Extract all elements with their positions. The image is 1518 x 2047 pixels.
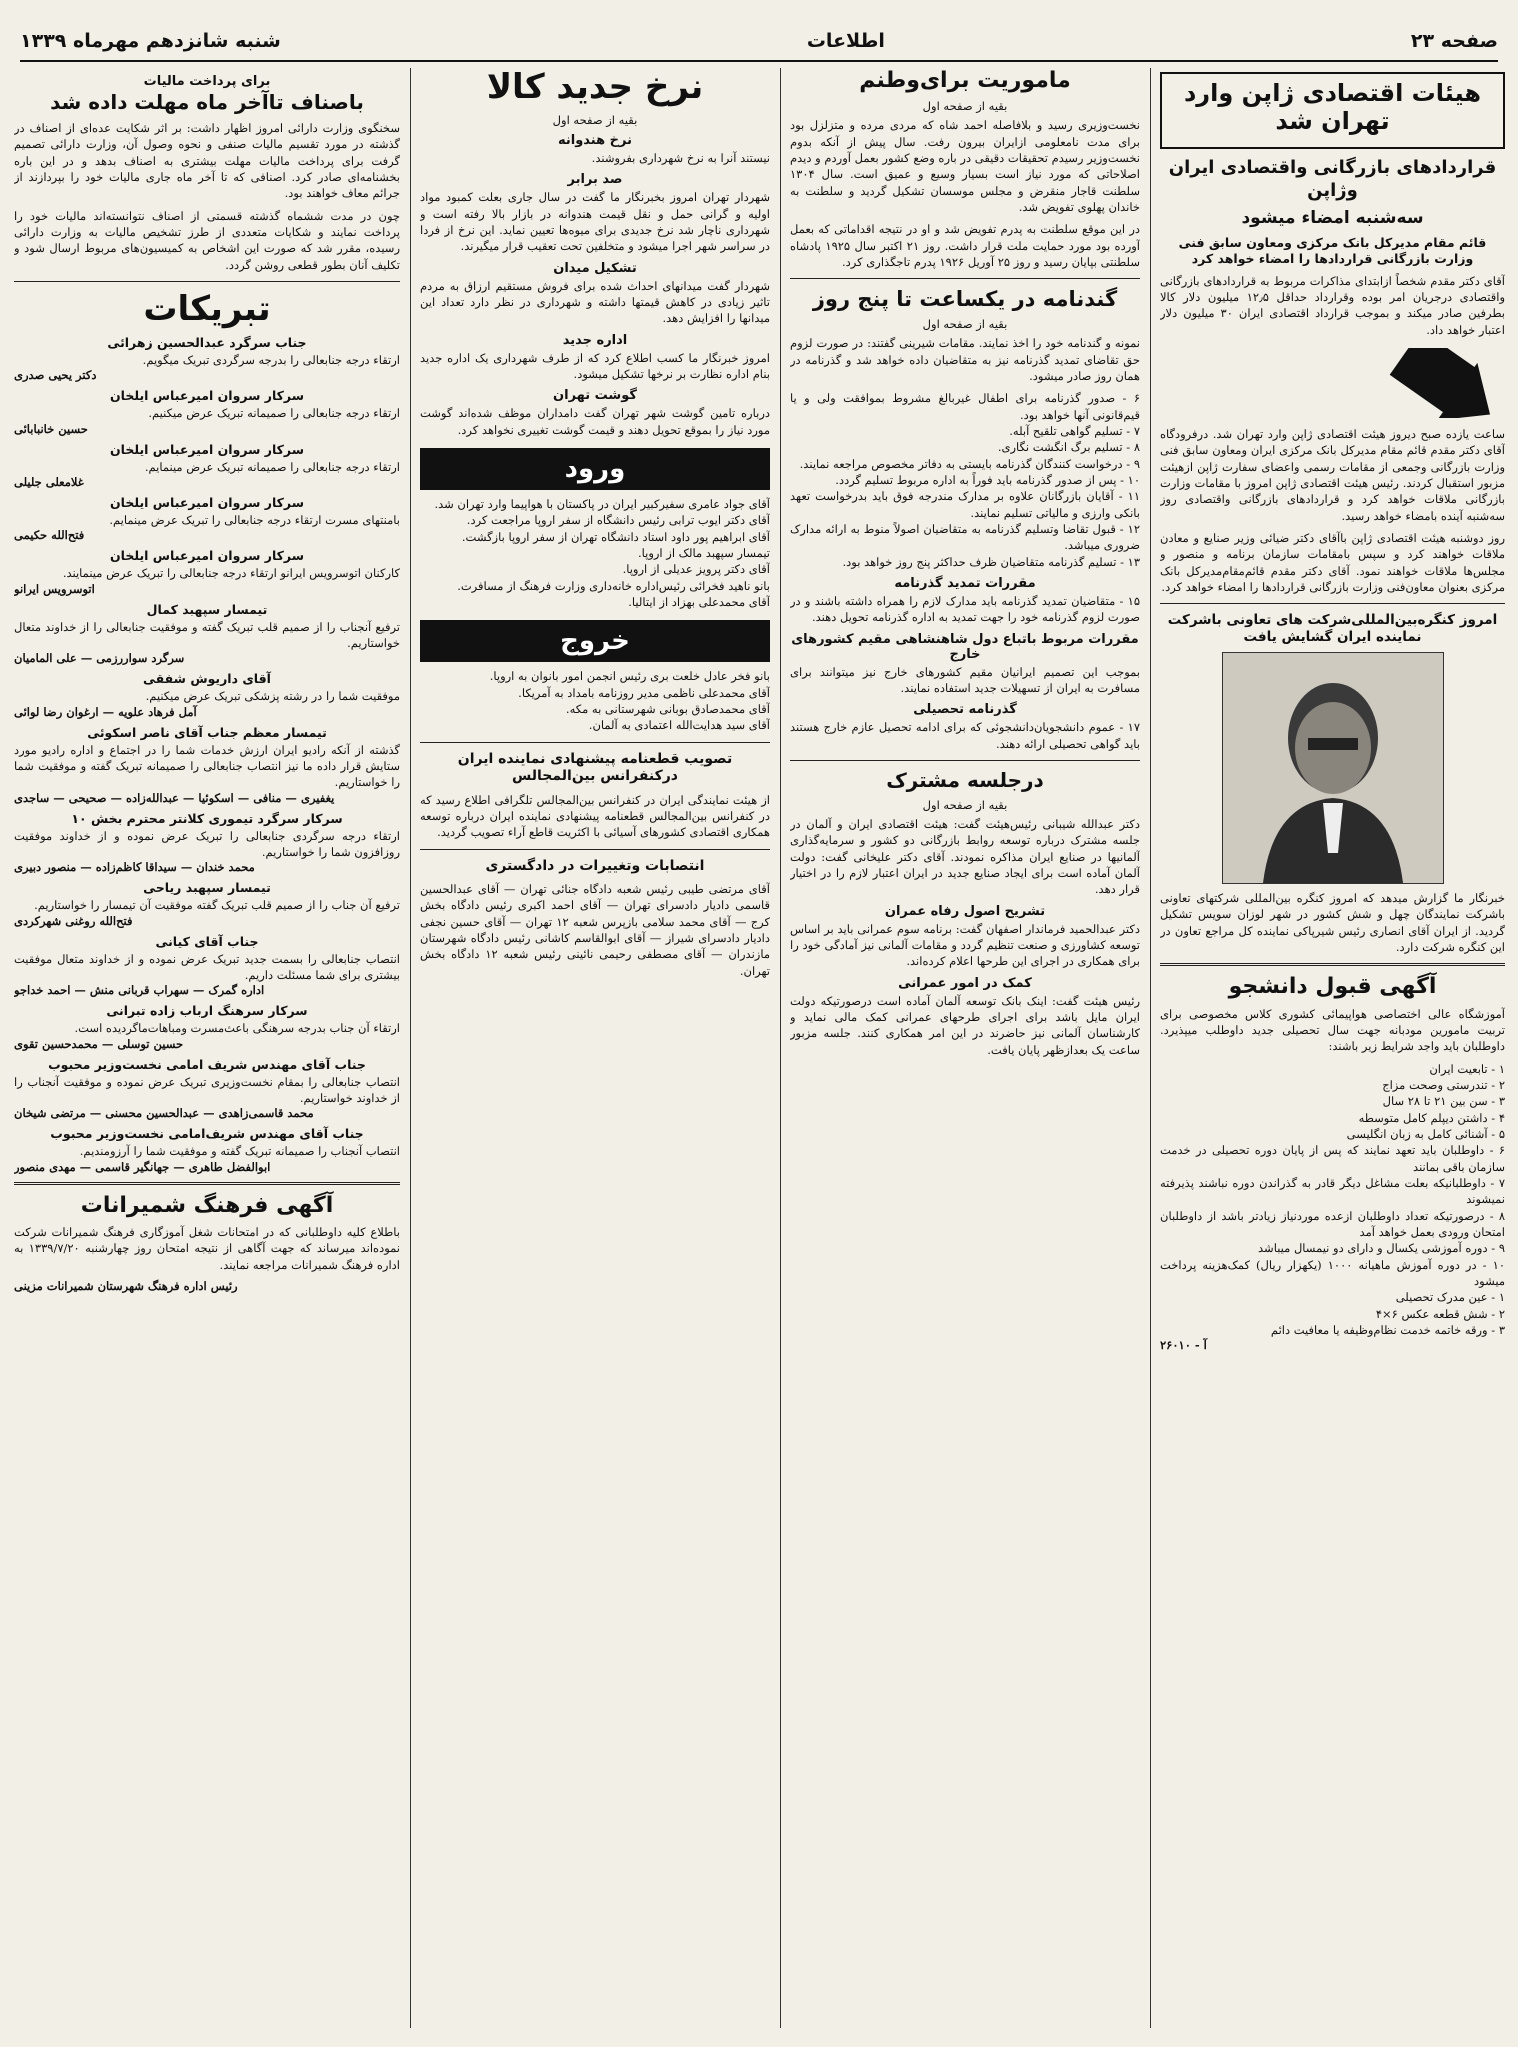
- divider: [1160, 963, 1505, 966]
- meat-body: درباره تامین گوشت شهر تهران گفت دامداران موظف شده‌اند گوشت مورد نیاز را بموقع تحویل دهند و قیمت گوشت تغییری نخواهد کرد.: [420, 406, 770, 437]
- mission-body-2: در این موقع سلطنت به پدرم تفویض شد و او در نتیجه اقداماتی که بعمل آورده بود مورد حمایت ملت قرار داشت. روز ۲۱ اکتبر سال ۱۹۲۵ پادشاه سلطنتی بپایان رسید و روز ۲۵ آوریل ۱۹۲۶ پدرم تاجگذاری کرد.: [790, 222, 1140, 269]
- congrats-item: [14, 548, 400, 595]
- list-item: ۲ - شش قطعه عکس ۶×۴: [1375, 1306, 1505, 1321]
- masthead: [20, 22, 1498, 62]
- subhead-market: تشکیل میدان: [553, 260, 637, 276]
- subhead-travel: مقررات مربوط باتباع دول شاهنشاهی مقیم کشورهای خارج: [791, 631, 1139, 662]
- headline-passport: گندنامه در یکساعت تا پنج روز: [812, 287, 1118, 312]
- subhead-meat: گوشت تهران: [553, 388, 637, 404]
- item-signature: سرگرد سواررزمی — علی المامیان: [14, 651, 185, 666]
- item-body: ارتقاء آن جناب بدرجه سرهنگی باعث‌مسرت ومباهات‌ماگردیده است.: [74, 1021, 400, 1036]
- list-item: تیمسار سپهبد مالک از اروپا.: [637, 546, 770, 561]
- arrow-icon: [1385, 348, 1505, 418]
- arrivals-banner: ورود: [420, 448, 770, 490]
- article-intro: آقای دکتر مقدم شخصاً ازابتدای مذاکرات مربوط به قراردادهای بازرگانی واقتصادی درجریان امر بوده وقرارداد حداقل ۱۲٫۵ میلیون دلار کالا بطرفین صادر میکند و بموجب قرارداد اقتصادی ایران ۳۰ میلیون دلار اعتبار خواهد داد.: [1160, 273, 1505, 337]
- headline-prices: نرخ جدید کالا: [486, 68, 704, 107]
- headline-tax: باصناف تاآخر ماه مهلت داده شد: [50, 90, 364, 114]
- subhead-aid: کمک در امور عمرانی: [898, 975, 1032, 991]
- list-item: ۲ - تندرستی وصحت مزاج: [1382, 1077, 1505, 1092]
- list-item: ۴ - داشتن دیپلم کامل متوسطه: [1358, 1110, 1505, 1125]
- list-item: ۵ - آشنائی کامل به زبان انگلیسی: [1346, 1126, 1505, 1141]
- ad-student-body: آموزشگاه عالی اختصاصی هواپیمائی کشوری کلاس مخصوصی برای تربیت مامورین مودبانه جهت سال تحصیلی جدید داوطلب میپذیرد. داوطلبان باید واجد شرایط زیر باشند:: [1160, 1006, 1505, 1054]
- judiciary-body: آقای مرتضی طیبی رئیس شعبه دادگاه جنائی تهران — آقای عبدالحسین قاسمی دادیار دادسرای تهران — آقای احمد اکبری رئیس دادگاه بخش کرج — آقای محمد سلامی بازپرس شعبه ۱۲ تهران — آقای حسین نجفی دادیار دادسرای شیراز — آقای ابوالقاسم کاشانی رئیس دادگاه شهرستان مازندران — آقای مصطفی رحیمی نائینی رئیس شعبه ۱۲ دادگاه بخش تهران.: [420, 882, 770, 978]
- market-body: شهردار گفت میدانهای احداث شده برای فروش مستقیم ارزاق به مردم تاثیر زیادی در کاهش قیمتها داشته و شهرداری در نظر دارد تعداد این میدانها را افزایش دهد.: [420, 278, 770, 326]
- list-item: آقای محمدصادق بوبانی شهرستانی به مکه.: [565, 701, 770, 716]
- passport-body: نمونه و گندنامه خود را اخذ نمایند. مقامات شیرینی گفتند: در صورت لزوم حق تقاضای تمدید گذرنامه نیز به متقاضیان داده خواهد شد و گذرنامه در همان روز صادر میشود.: [790, 336, 1140, 384]
- list-item: آقای دکتر پرویز عدیلی از اروپا.: [622, 562, 770, 577]
- item-body: ارتقاء درجه جنابعالی را صمیمانه تبریک عرض مینمایم.: [144, 459, 400, 474]
- column-rule: [780, 68, 781, 2028]
- issue-date: شنبه شانزدهم مهرماه ۱۳۳۹: [20, 30, 281, 52]
- list-item: ۹ - درخواست کنندگان گذرنامه بایستی به دفاتر مخصوص مراجعه نمایند.: [799, 456, 1140, 471]
- item-title: سرکار سرگرد تیموری کلانتر محترم بخش ۱۰: [71, 810, 343, 826]
- congrats-item: [14, 388, 400, 435]
- list-item: بانو فخر عادل خلعت بری رئیس انجمن امور بانوان به اروپا.: [489, 669, 770, 684]
- item-title: جناب آقای مهندس شریف‌امامی نخست‌وزیر محبوب: [50, 1126, 364, 1142]
- item-body: انتصاب آنجناب را صمیمانه تبریک گفته و موفقیت شما را آرزومندیم.: [79, 1144, 400, 1159]
- reform-body: دکتر عبدالحمید فرماندار اصفهان گفت: برنامه سوم عمرانی باید بر اساس توسعه کشاورزی و صنعت تنظیم گردد و مقامات آلمانی نیز آمادگی خود را برای همکاری در اجرای این طرحها اعلام کرده‌اند.: [790, 921, 1140, 969]
- list-item: ۱۱ - آقایان بازرگانان علاوه بر مدارک مندرجه فوق باید بدرخواست تعهد بانکی وارزی و مالیاتی تسلیم نمایند.: [790, 489, 1140, 520]
- item-signature: غلامعلی جلیلی: [14, 475, 84, 490]
- item-title: جناب سرگرد عبدالحسین زهرائی: [107, 335, 307, 351]
- list-item: ۱ - تابعیت ایران: [1429, 1061, 1505, 1076]
- list-item: ۱ - عین مدرک تحصیلی: [1395, 1290, 1505, 1305]
- article-body-2: روز دوشنبه هیئت اقتصادی ژاپن باآقای دکتر ضیائی وزیر صنایع و معادن ملاقات خواهند کرد و سپس بامقامات سازمان برنامه و منصور و مجلس‌ها ملاقات خواهند نمود. آقای دکتر مقدم قائم‌مقام‌مدیرکل بانک مرکزی بعنوان معاون‌فنی وزارت بازرگانی قراردادها را امضاء خواهد کرد.: [1160, 530, 1505, 594]
- column-prices: [420, 68, 770, 2028]
- divider: [420, 849, 770, 850]
- congrats-item: [14, 880, 400, 927]
- list-item: ۸ - تسلیم برگ انگشت نگاری.: [997, 440, 1140, 455]
- item-title: آقای داریوش شفقی: [143, 671, 271, 687]
- item-title: سرکار سرهنگ ارباب زاده تبرانی: [106, 1003, 308, 1019]
- item-signature: اداره گمرک — سهراب قربانی منش — احمد خداجو: [14, 983, 265, 998]
- subhead-deputy: قائم مقام مدیرکل بانک مرکزی ومعاون سابق فنی وزارت بازرگانی قراردادها را امضاء خواهد کرد: [1178, 235, 1487, 267]
- office-body: امروز خبرنگار ما کسب اطلاع کرد که از طرف شهرداری یک اداره جدید بنام اداره نظارت بر نرخها تشکیل میشود.: [420, 350, 770, 382]
- list-item: ۱۰ - پس از صدور گذرنامه باید فوراً به اداره مربوط تسلیم گردد.: [835, 473, 1140, 488]
- subhead-watermelon: نرخ هندوانه: [558, 133, 632, 149]
- headline-box: [1160, 72, 1505, 149]
- congrats-item: [14, 1003, 400, 1050]
- item-signature: دکتر یحیی صدری: [14, 368, 97, 383]
- congress-headline: امروز کنگره‌بین‌المللی‌شرکت های تعاونی باشرکت نماینده ایران گشایش یافت: [1167, 612, 1498, 646]
- conference-body: از هیئت نمایندگی ایران در کنفرانس بین‌المجالس تلگرافی اطلاع رسید که در کنفرانس بین‌المجالس قطعنامه پیشنهادی نماینده ایران درباره توسعه همکاری اقتصادی کشورهای آسیائی با اکثریت قاطع آراء تصویب گردید.: [420, 792, 770, 840]
- item-signature: ابوالفضل طاهری — جهانگیر قاسمی — مهدی منصور: [14, 1159, 271, 1174]
- item-signature: حسین توسلی — محمدحسین تقوی: [14, 1036, 184, 1051]
- item-body: ارتقاء درجه جنابعالی را بدرجه سرگردی تبریک میگویم.: [142, 353, 400, 368]
- item-title: تیمسار معظم جناب آقای ناصر اسکوئی: [87, 724, 327, 740]
- article-body: ساعت یازده صبح دیروز هیئت اقتصادی ژاپن وارد تهران شد. درفرودگاه آقای دکتر مقدم قائم مقام مدیرکل بانک مرکزی ایران ومعاون سابق فنی وزارت بازرگانی وجمعی از مقامات رسمی واعضای سفارت ژاپن ازهیئت مزبور استقبال کردند. رئیس هیئت اقتصادی ژاپن امروز با مقامات وزارت بازرگانی ملاقات خواهد کرد و قراردادهای بازرگانی واقتصادی روز سه‌شنبه آینده بامضاء خواهد رسید.: [1160, 427, 1505, 523]
- headline-judiciary: انتصابات وتغییرات در دادگستری: [485, 857, 705, 874]
- congrats-item: [14, 811, 400, 875]
- subhead-reform: تشریح اصول رفاه عمران: [884, 903, 1046, 919]
- list-item: ۶ - داوطلبان باید تعهد نمایند که پس از پایان دوره تحصیلی در خدمت سازمان باقی بمانند: [1160, 1143, 1505, 1174]
- item-title: سرکار سروان امیرعباس ایلخان: [109, 495, 304, 511]
- list-item: ۱۲ - قبول تقاضا وتسلیم گذرنامه به متقاضیان اصولاً منوط به ارائه مدارک ضروری میباشد.: [790, 522, 1140, 553]
- list-item: ۳ - ورقه خاتمه خدمت نظام‌وظیفه یا معافیت دائم: [1270, 1322, 1505, 1337]
- column-rule: [1150, 68, 1151, 2028]
- subhead-hundredfold: صد برابر: [567, 172, 623, 188]
- item-body: موفقیت شما را در رشته پزشکی تبریک عرض میکنیم.: [145, 689, 400, 704]
- continued-label: بقیه از صفحه اول: [922, 797, 1008, 812]
- congrats-item: [14, 495, 400, 542]
- item-signature: فتح‌الله حکیمی: [14, 528, 85, 543]
- list-item: ۱۳ - تسلیم گذرنامه متقاضیان ظرف حداکثر پنج روز خواهد بود.: [842, 554, 1140, 569]
- list-item: آقای محمدعلی بهزاد از ایتالیا.: [628, 595, 770, 609]
- item-body: گذشته از آنکه رادیو ایران ارزش خدمات شما را در اجتماع و اداره رادیو مورد ستایش قرار داده ما نیز انتصاب جنابعالی را صمیمانه تبریک گفته و موفقیت شما را خواستاریم.: [14, 742, 400, 790]
- continued-label: بقیه از صفحه اول: [552, 113, 638, 128]
- ad-signature: آ - ۲۶۰۱۰: [1160, 1338, 1207, 1353]
- item-signature: محمد قاسمی‌زاهدی — عبدالحسین محسنی — مرتضی شیخان: [14, 1106, 314, 1121]
- ad-shemiranat-body: باطلاع کلیه داوطلبانی که در امتحانات شغل آموزگاری فرهنگ شمیرانات شرکت نموده‌اند میرساند که جهت آگاهی از نتیجه امتحان روز چهارشنبه ۱۳۳۹/۷/۲۰ به اداره فرهنگ شمیرانات مراجعه نمایند.: [14, 1224, 400, 1272]
- list-item: آقای جواد عامری سفیرکبیر ایران در پاکستان با هواپیما وارد تهران شد.: [434, 497, 770, 512]
- prices-body-lead: نیستند آنرا به نرخ شهرداری بفروشند.: [591, 151, 770, 166]
- student-body: ۱۷ - عموم دانشجویان‌دانشجوئی که برای ادامه تحصیل عازم خارج هستند باید گواهی تحصیلی ارائه دهند.: [790, 720, 1140, 751]
- item-signature: آمل فرهاد علویه — ارغوان رضا لوائی: [14, 704, 197, 719]
- item-signature: یغفیری — منافی — اسکوئیا — عبدالله‌زاده — صحیحی — ساجدی: [14, 790, 335, 805]
- subhead-new-office: اداره جدید: [562, 332, 628, 348]
- item-body: انتصاب جنابعالی را بمقام نخست‌وزیری تبریک عرض نموده و موفقیت آنجناب را از خداوند خواستاریم.: [14, 1074, 400, 1105]
- ad-shemiranat-signature: رئیس اداره فرهنگ شهرستان شمیرانات مزینی: [14, 1278, 238, 1293]
- departures-banner: خروج: [420, 620, 770, 662]
- continued-label: بقیه از صفحه اول: [922, 317, 1008, 332]
- item-title: تیمسار سپهبد کمال: [146, 601, 268, 617]
- item-title: جناب آقای کیانی: [155, 933, 259, 949]
- divider: [1160, 603, 1505, 604]
- item-title: تیمسار سپهبد ریاحی: [143, 880, 271, 896]
- congrats-item: [14, 1057, 400, 1121]
- item-body: کارکنان اتوسرویس ایرانو ارتقاء درجه جنابعالی را تبریک عرض مینمایند.: [62, 566, 400, 581]
- tax-body: سخنگوی وزارت دارائی امروز اظهار داشت: بر اثر شکایت عده‌ای از اصناف در گذشته در مورد تقسیم مالیات صنفی و نحوه وصول آن، وزارت دارائی تصمیم گرفت برای پرداخت مالیات مهلت بیشتری به اصناف بدهد و در این باره بخشنامه‌ای صادر کرد. اصنافی که تا آخر ماه جاری مالیات خود را بپردازند از جرائم معاف خواهند بود.: [14, 121, 400, 201]
- item-body: ارتقاء درجه جنابعالی را صمیمانه تبریک عرض میکنیم.: [148, 406, 400, 421]
- list-item: ۱۰ - در دوره آموزش ماهیانه ۱۰۰۰ (یکهزار ریال) کمک‌هزینه پرداخت میشود: [1160, 1257, 1505, 1288]
- item-signature: حسین خانبابائی: [14, 421, 88, 436]
- divider: [420, 742, 770, 743]
- list-item: ۹ - دوره آموزشی یکسال و دارای دو نیمسال میباشد: [1258, 1241, 1505, 1256]
- congrats-item: [14, 335, 400, 382]
- congrats-item: [14, 725, 400, 805]
- headline-joint-session: درجلسه مشترک: [886, 767, 1044, 792]
- aid-body: رئیس هیئت گفت: اینک بانک توسعه آلمان آماده است درصورتیکه دولت ایران مایل باشد برای اجرای طرحهای عمرانی کمک مالی نماید و کارشناسان آلمانی نیز حاضرند در این امر همکاری کنند. جلسه مزبور ساعت یک بعدازظهر پایان یافت.: [790, 993, 1140, 1057]
- list-item: ۶ - صدور گذرنامه برای اطفال غیربالغ مشروط بموافقت ولی و یا قیم‌قانونی آنها خواهد بود.: [790, 391, 1140, 422]
- congrats-item: [14, 602, 400, 666]
- item-body: ترفیع آنجناب را از صمیم قلب تبریک گفته و موفقیت جنابعالی را از خداوند متعال خواستاریم.: [14, 619, 400, 651]
- continued-label: بقیه از صفحه اول: [922, 99, 1008, 114]
- list-item: آقای محمدعلی ناظمی مدیر روزنامه بامداد به آمریکا.: [518, 685, 770, 700]
- paper-name: اطلاعات: [806, 30, 885, 52]
- subhead-student: گذرنامه تحصیلی: [913, 702, 1017, 718]
- congrats-item: [14, 671, 400, 718]
- congrats-item: [14, 442, 400, 489]
- ad-student-title: آگهی قبول دانشجو: [1228, 974, 1437, 1000]
- item-body: بامنتهای مسرت ارتقاء درجه جنابعالی را تبریک عرض مینمایم.: [109, 513, 400, 528]
- tax-kicker: برای پرداخت مالیات: [143, 74, 271, 89]
- column-economy: [1160, 68, 1505, 2028]
- travel-body: بموجب این تصمیم ایرانیان مقیم کشورهای خارج نیز میتوانند برای مسافرت به ایران از تسهیلات جدید استفاده نمایند.: [790, 664, 1140, 695]
- divider: [790, 278, 1140, 279]
- item-signature: محمد خندان — سیداقا کاظم‌زاده — منصور دبیری: [14, 860, 255, 875]
- list-item: آقای دکتر ایوب ترابی رئیس دانشگاه از سفر اروپا مراجعت کرد.: [466, 513, 770, 528]
- subhead-contracts: قراردادهای بازرگانی واقتصادی ایران وژاپن: [1168, 157, 1497, 201]
- congress-body: خبرنگار ما گزارش میدهد که امروز کنگره بین‌المللی شرکتهای تعاونی باشرکت نمایندگان چهل و شش کشور در شهر لوزان سویس تشکیل گردید. از ایران آقای انصاری رئیس شیرپاکی نماینده کل مراجع تعاون در این کنگره شرکت دارد.: [1160, 891, 1505, 955]
- list-item: بانو ناهید فخرائی رئیس‌اداره خانه‌داری وزارت فرهنگ از مسافرت.: [457, 578, 770, 593]
- column-rule: [410, 68, 411, 2028]
- list-item: ۷ - تسلیم گواهی تلقیح آبله.: [1009, 424, 1140, 439]
- headline-japan: هیئات اقتصادی ژاپن وارد تهران شد: [1183, 79, 1482, 135]
- headline-mission: ماموریت برای‌وطنم: [859, 68, 1071, 93]
- portrait-photo: [1222, 652, 1444, 884]
- congrats-item: [14, 1126, 400, 1173]
- item-signature: فتح‌الله روغنی شهرکردی: [14, 913, 133, 928]
- item-title: جناب آقای مهندس شریف امامی نخست‌وزیر محبوب: [48, 1056, 366, 1072]
- column-tax: [14, 68, 400, 2028]
- mission-body: نخست‌وزیری رسید و بلافاصله احمد شاه که مردی مرده و متزلزل بود برای مدت نامعلومی ازایران بیرون رفت. سال پیش از آنکه بدوم نخست‌وزیر رسیدم تحقیقات دقیقی در باره وضع کشور بعمل آوردم و دیدم اصلاحاتی که مورد نیاز است بسیار وسیع و عمیق است. سال ۱۳۰۴ سلطنت قاجار منقرض و مجلس موسسان تشکیل گردید و سلطنت به خاندان پهلوی تفویض شد.: [790, 118, 1140, 214]
- column-homeland: [790, 68, 1140, 2028]
- item-title: سرکار سروان امیرعباس ایلخان: [109, 388, 304, 404]
- congrats-item: [14, 934, 400, 998]
- divider: [14, 1182, 400, 1185]
- headline-conference: تصویب قطعنامه پیشنهادی نماینده ایران درکنفرانس بین‌المجالس: [457, 750, 733, 785]
- ad-list: [1160, 1061, 1505, 1339]
- prices-body: شهردار تهران امروز بخبرنگار ما گفت در سال جاری بعلت کمبود مواد اولیه و گرانی حمل و نقل قیمت هندوانه در بازار بالا رفته است و شهرداری ناچار شد نرخ جدیدی برای میوه‌ها تعیین نماید. این نرخ از فردا در سراسر شهر اجرا میشود و متخلفین تحت تعقیب قرار میگیرند.: [420, 190, 770, 254]
- page-number: صفحه ۲۳: [1410, 30, 1498, 52]
- tax-body-2: چون در مدت ششماه گذشته قسمتی از اصناف نتوانسته‌اند مالیات خود را پرداخت نمایند و شکایات متعددی از طرز تشخیص مالیات به وزارت دارائی رسیده، مقرر شد که صورت این اشخاص به کمیسیون‌های مربوط ارسال شود و تکلیف آنان بطور قطعی روشن گردد.: [14, 208, 400, 272]
- joint-body: دکتر عبدالله شیبانی رئیس‌هیئت گفت: هیئت اقتصادی ایران و آلمان در جلسه مشترک درباره توسعه روابط بازرگانی دو کشور و سرمایه‌گذاری آلمانیها در صنایع ایران مذاکره نمودند. آقای دکتر علیخانی گفت: دولت آلمان آماده است برای ایجاد صنایع جدید در ایران اعتبار لازم را در اختیار قرار دهد.: [790, 816, 1140, 897]
- item-body: انتصاب جنابعالی را بسمت جدید تبریک عرض نموده و از خداوند متعال موفقیت بیشتری برای شما مسئلت داریم.: [14, 951, 400, 982]
- item-title: سرکار سروان امیرعباس ایلخان: [109, 441, 304, 457]
- item-body: ارتقاء درجه سرگردی جنابعالی را تبریک عرض نموده و از خداوند موفقیت روزافزون شما را خواستاریم.: [14, 828, 400, 859]
- list-item: ۷ - داوطلبانیکه بعلت مشاغل دیگر قادر به گذراندن دوره نباشند پذیرفته نمیشوند: [1160, 1175, 1505, 1207]
- divider: [790, 760, 1140, 761]
- item-signature: اتوسرویس ایرانو: [14, 581, 95, 596]
- ad-shemiranat-title: آگهی فرهنگ شمیرانات: [80, 1192, 334, 1218]
- list-item: آقای سید هدایت‌الله اعتمادی به آلمان.: [588, 718, 770, 733]
- congratulations-title: تبریکات: [143, 288, 271, 329]
- divider: [14, 281, 400, 282]
- renew-body: ۱۵ - متقاضیان تمدید گذرنامه باید مدارک لازم را همراه داشته باشند و در صورت لزوم گذرنامه خود را جهت تمدید به اداره گذرنامه تحویل دهند.: [790, 593, 1140, 625]
- subhead-tuesday: سه‌شنبه امضاء میشود: [1241, 208, 1424, 229]
- list-item: آقای ابراهیم پور داود استاد دانشگاه تهران از سفر اروپا بازگشت.: [461, 529, 770, 544]
- list-item: ۸ - درصورتیکه تعداد داوطلبان ازعده موردنیاز زیادتر باشد از داوطلبان امتحان ورودی بعمل خواهد آمد: [1160, 1208, 1505, 1239]
- list-item: ۳ - سن بین ۲۱ تا ۲۸ سال: [1382, 1094, 1505, 1109]
- subhead-renew: مقررات تمدید گذرنامه: [894, 575, 1036, 591]
- item-title: سرکار سروان امیرعباس ایلخان: [109, 548, 304, 564]
- item-body: ترفیع آن جناب را از صمیم قلب تبریک گفته موفقیت آن تیمسار را خواستاریم.: [34, 898, 400, 913]
